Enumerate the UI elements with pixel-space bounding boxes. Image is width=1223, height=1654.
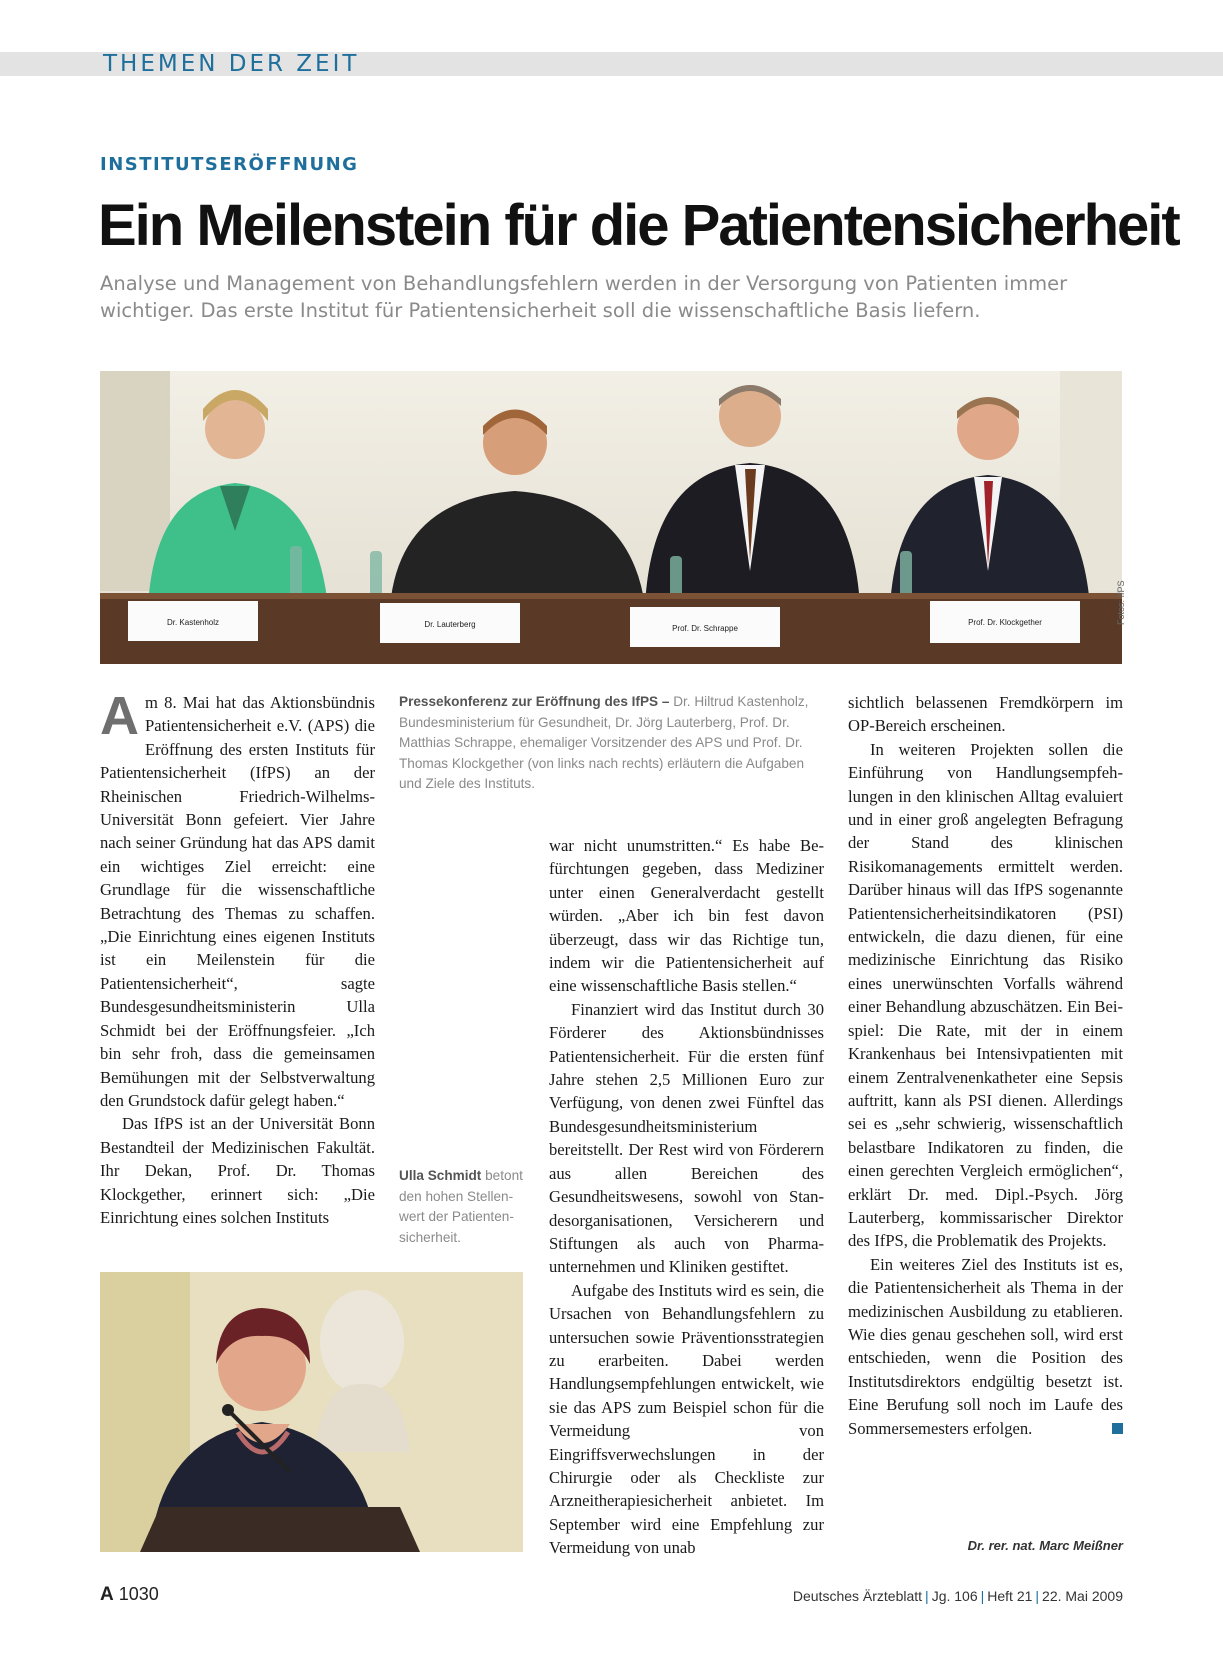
name-card-label: Prof. Dr. Schrappe — [672, 624, 738, 633]
article-teaser: Analyse und Management von Behandlungsfehlern werden in der Versorgung von Patienten immer wichtiger. Das erste Institut für Patientensicherheit soll die wissenschaftliche Basis liefern. — [100, 272, 1068, 322]
paragraph: Das IfPS ist an der Universität Bonn Bestandteil der Medizinischen Fakultät. Ihr Dekan, Prof. Dr. Thomas Klockgether, erinnert sich: „Die Einrichtung eines solchen Instituts — [100, 1114, 375, 1227]
paragraph: Aufgabe des Instituts wird es sein, die Ursachen von Behandlungsfehlern zu untersuchen sowie Präventionsstrategien zu erarbeiten. Dabei werden Handlungsempfehlungen entwickelt, wie sie das APS zum Beispiel schon für die Vermeidung von Eingriffsverwechslungen in der Chirurgie oder als Checkliste zur Arzneitherapiesicherheit anbietet. Im September wird eine Empfehlung zur Vermeidung von unab — [549, 1280, 825, 1558]
journal-issue: Heft 21 — [987, 1588, 1033, 1604]
drop-cap: A — [100, 686, 139, 746]
paragraph: In weiteren Projekten sollen die Einführung von Handlungsempfehlungen in den klinischen Alltag evaluiert und in einer groß angelegten Befragung der Stand des klinischen Risikomanagements ermittelt werden. Darüber hinaus will das IfPS sogenannte Patientensicherheitsindikatoren (PSI) entwickeln, die dazu dienen, für eine medizinische Einrichtung das Risiko eines unerwünschten Vorfalls während einer Behandlung abzuschätzen. Ein Beispiel: Die Rate, mit der in einem Krankenhaus bei Intensivpatienten mit einem Zentralvenenkatheter eine Sepsis auftritt, kann als PSI dienen. Allerdings sei es „sehr schwierig, wissenschaftlich belastbare Indikatoren zu finden, die einen gerechten Vergleich ermöglichen“, erklärt Dr. med. Dipl.-Psych. Jörg Lauterberg, kommissarischer Direktor des IfPS, die Problematik des Projekts. — [848, 739, 1123, 1251]
article-column-1 — [100, 686, 375, 1229]
name-card-label: Dr. Lauterberg — [424, 620, 476, 629]
page-number-value: 1030 — [118, 1584, 159, 1604]
paragraph — [848, 1253, 1123, 1440]
paragraph: Finanziert wird das Institut durch 30 Förderer des Aktionsbündnisses Patientensicherheit. Für die ersten fünf Jahre stehen 2,5 Millionen Euro zur Verfügung, von denen zwei Fünftel das Bundesgesundheitsministerium bereitstellt. Der Rest wird von Förderern aus allen Bereichen des Gesundheitswesens, sowohl von Standesorganisationen, Versicherern und Stiftungen als auch von Pharmaunternehmen und Kliniken gestiftet. — [549, 999, 824, 1277]
name-card-label: Dr. Kastenholz — [166, 618, 220, 627]
photo-caption — [399, 692, 809, 795]
caption-text: betont den hohen Stellenwert der Patientensicherheit. — [399, 1168, 523, 1245]
page-prefix: A — [100, 1584, 114, 1605]
article-column-3 — [848, 691, 1123, 1440]
caption-text: Dr. Hiltrud Kastenholz, Bundesministerium für Gesundheit, Dr. Jörg Lauterberg, Prof. Dr. Matthias Schrappe, ehemaliger Vorsitzender des APS und Prof. Dr. Thomas Klockgether (von links nach rechts) erläutern die Aufgaben und Ziele des Instituts. — [399, 694, 809, 791]
name-card — [930, 601, 1080, 643]
name-card — [128, 601, 258, 641]
paragraph-text: Ein weiteres Ziel des Instituts ist es, die Patientensicherheit als Thema in der medizinischen Ausbildung zu etablieren. Wie dies genau geschehen soll, wird erst entschieden, wenn die Position des Institutsdirektors endgültig besetzt ist. Eine Berufung soll noch im Laufe des Sommersemesters erfolgen. — [848, 1254, 1123, 1438]
speaker-illustration — [100, 1272, 523, 1552]
name-card — [630, 607, 780, 647]
caption-lead: Ulla Schmidt — [399, 1168, 482, 1183]
caption-lead: Pressekonferenz zur Eröffnung des IfPS – — [399, 694, 670, 709]
article-headline: Ein Meilenstein für die Patientensicherheit — [98, 193, 1179, 258]
journal-volume: Jg. 106 — [931, 1588, 978, 1604]
article-kicker: INSTITUTSERÖFFNUNG — [100, 154, 359, 175]
author-byline: Dr. rer. nat. Marc Meißner — [967, 1538, 1123, 1553]
speaker-photo-caption — [399, 1166, 534, 1248]
journal-name: Deutsches Ärzteblatt — [792, 1588, 923, 1604]
speaker-photo — [100, 1272, 523, 1552]
article-column-2 — [549, 834, 824, 1560]
page-number — [100, 1584, 159, 1606]
paragraph: war nicht unumstritten.“ Es habe Befürchtungen gegeben, dass Mediziner unter einen Generalverdacht gestellt würden. „Aber ich bin fest davon überzeugt, dass wir das Richtige tun, indem wir die Patientensicherheit auf eine wissenschaftliche Basis stellen.“ — [549, 836, 824, 996]
footer-separator: | — [980, 1588, 985, 1604]
end-of-article-icon — [1112, 1423, 1123, 1434]
footer-separator: | — [925, 1588, 929, 1604]
paragraph-text: m 8. Mai hat das Aktionsbündnis Patientensicherheit e.V. (APS) die Eröffnung des ersten Instituts für Patientensicherheit (IfPS) an der Rheinischen Friedrich-Wilhelms-Universität Bonn gefeiert. Vier Jahre nach seiner Gründung hat das APS damit ein wichtiges Ziel erreicht: eine Grundlage für die wissenschaftliche Betrachtung des Themas zu schaffen. „Die Einrichtung eines eigenen Instituts ist ein Meilenstein für die Patientensicherheit“, sagte Bundesgesundheitsministerin Ulla Schmidt bei der Eröffnungsfeier. „Ich bin sehr froh, dass die gemeinsamen Bemühungen mit der Selbstverwaltung den Grundstock dafür gelegt haben.“ — [100, 693, 375, 1110]
paragraph — [100, 686, 375, 1112]
press-conference-photo — [100, 371, 1122, 664]
footer-separator: | — [1035, 1588, 1040, 1604]
page-footer — [793, 1588, 1123, 1604]
section-label: THEMEN DER ZEIT — [103, 51, 360, 77]
name-card — [380, 603, 520, 643]
photo-credit: Fotos: IfPS — [1116, 580, 1126, 625]
press-conference-illustration — [100, 371, 1122, 664]
name-card-label: Prof. Dr. Klockgether — [968, 618, 1042, 627]
paragraph: sichtlich belassenen Fremdkörpern im OP-Bereich erscheinen. — [848, 693, 1123, 736]
issue-date: 22. Mai 2009 — [1042, 1588, 1123, 1604]
